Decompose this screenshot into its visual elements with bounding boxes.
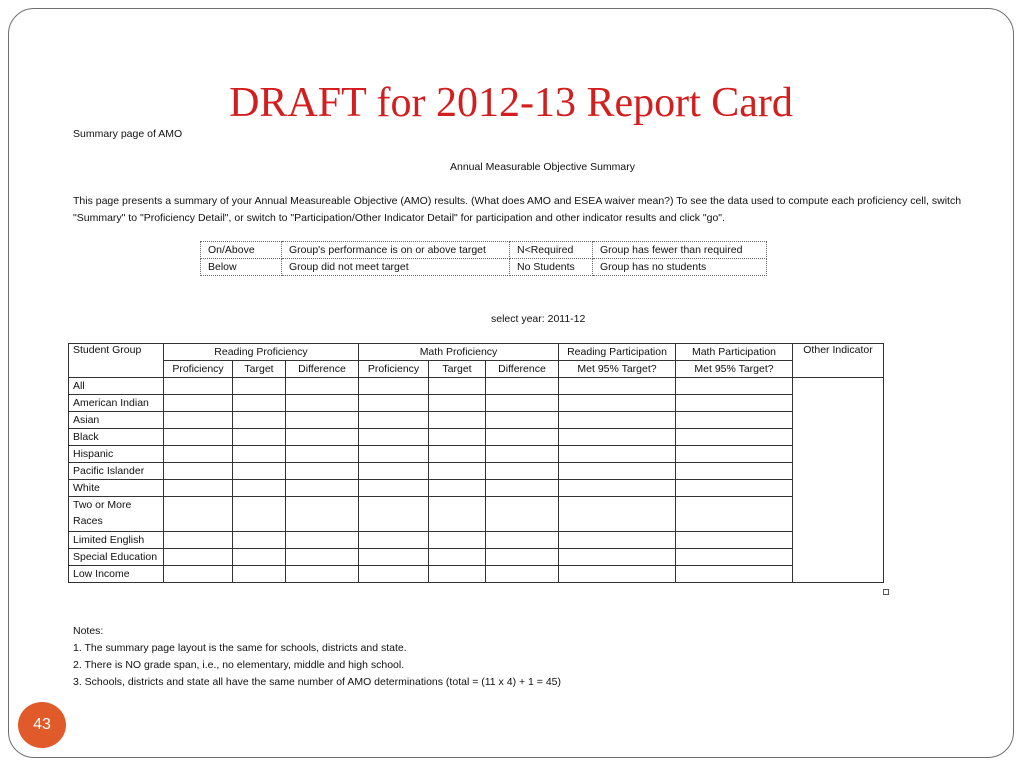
value-cell: [359, 429, 429, 446]
legend-table: [200, 241, 767, 276]
value-cell: [559, 532, 676, 549]
legend-row: [201, 259, 767, 276]
table-row: [69, 378, 884, 395]
value-cell: [233, 497, 286, 532]
table-row: [69, 412, 884, 429]
student-group-cell: Two or More Races: [69, 497, 164, 532]
subheader-target: Target: [429, 361, 486, 378]
notes-heading: Notes:: [73, 625, 104, 637]
table-subheader-row: [69, 361, 884, 378]
value-cell: [233, 463, 286, 480]
value-cell: [164, 480, 233, 497]
value-cell: [676, 429, 793, 446]
value-cell: [164, 549, 233, 566]
value-cell: [486, 378, 559, 395]
student-group-cell: Asian: [69, 412, 164, 429]
value-cell: [164, 463, 233, 480]
value-cell: [233, 566, 286, 583]
legend-cell: Group has no students: [593, 259, 767, 276]
table-row: [69, 566, 884, 583]
value-cell: [164, 566, 233, 583]
student-group-cell: Black: [69, 429, 164, 446]
student-group-cell: All: [69, 378, 164, 395]
value-cell: [676, 412, 793, 429]
value-cell: [559, 378, 676, 395]
legend-cell: N<Required: [510, 242, 593, 259]
header-reading-participation: Reading Participation: [559, 344, 676, 361]
value-cell: [559, 480, 676, 497]
header-student-group: Student Group: [69, 344, 164, 378]
value-cell: [164, 532, 233, 549]
header-math-proficiency: Math Proficiency: [359, 344, 559, 361]
table-row: [69, 497, 884, 532]
legend-cell: Group's performance is on or above target: [282, 242, 510, 259]
note-item: 3. Schools, districts and state all have the same number of AMO determinations (total = (11 x 4) + 1 = 45): [73, 676, 562, 688]
table-resize-handle: [883, 589, 889, 595]
value-cell: [429, 480, 486, 497]
value-cell: [559, 446, 676, 463]
value-cell: [286, 429, 359, 446]
value-cell: [286, 497, 359, 532]
intro-line-1: This page presents a summary of your Annual Measureable Objective (AMO) results. (What does AMO and ESEA waiver mean?) To see the data used to compute each proficiency cell, switch: [73, 195, 962, 207]
value-cell: [486, 446, 559, 463]
value-cell: [429, 549, 486, 566]
value-cell: [486, 497, 559, 532]
value-cell: [164, 497, 233, 532]
table-row: [69, 446, 884, 463]
note-item: 1. The summary page layout is the same for schools, districts and state.: [73, 642, 407, 654]
note-item: 2. There is NO grade span, i.e., no elementary, middle and high school.: [73, 659, 405, 671]
value-cell: [429, 446, 486, 463]
header-reading-proficiency: Reading Proficiency: [164, 344, 359, 361]
value-cell: [559, 412, 676, 429]
value-cell: [559, 395, 676, 412]
value-cell: [233, 480, 286, 497]
table-header-row: [69, 344, 884, 361]
legend-row: [201, 242, 767, 259]
amo-summary-table: [68, 343, 884, 583]
value-cell: [164, 395, 233, 412]
value-cell: [429, 463, 486, 480]
value-cell: [233, 446, 286, 463]
value-cell: [233, 412, 286, 429]
value-cell: [286, 480, 359, 497]
subheader-proficiency: Proficiency: [359, 361, 429, 378]
value-cell: [429, 532, 486, 549]
value-cell: [559, 429, 676, 446]
value-cell: [676, 446, 793, 463]
student-group-cell: Hispanic: [69, 446, 164, 463]
value-cell: [286, 412, 359, 429]
value-cell: [359, 378, 429, 395]
legend-cell: Below: [201, 259, 282, 276]
value-cell: [233, 429, 286, 446]
table-row: [69, 532, 884, 549]
value-cell: [359, 549, 429, 566]
value-cell: [359, 412, 429, 429]
table-row: [69, 429, 884, 446]
select-year-label: select year: 2011-12: [491, 313, 586, 325]
value-cell: [359, 446, 429, 463]
student-group-cell: Special Education: [69, 549, 164, 566]
value-cell: [676, 378, 793, 395]
value-cell: [359, 463, 429, 480]
value-cell: [676, 463, 793, 480]
value-cell: [164, 378, 233, 395]
intro-paragraph: [73, 193, 973, 227]
student-group-cell: Limited English: [69, 532, 164, 549]
subheader-met-target: Met 95% Target?: [559, 361, 676, 378]
other-indicator-cell: [793, 378, 884, 583]
value-cell: [359, 532, 429, 549]
subheader-met-target: Met 95% Target?: [676, 361, 793, 378]
student-group-cell: American Indian: [69, 395, 164, 412]
value-cell: [559, 463, 676, 480]
value-cell: [429, 378, 486, 395]
value-cell: [676, 480, 793, 497]
header-math-participation: Math Participation: [676, 344, 793, 361]
value-cell: [233, 395, 286, 412]
value-cell: [486, 429, 559, 446]
table-row: [69, 480, 884, 497]
value-cell: [559, 497, 676, 532]
value-cell: [486, 463, 559, 480]
value-cell: [429, 566, 486, 583]
student-group-cell: Low Income: [69, 566, 164, 583]
slide-title: DRAFT for 2012-13 Report Card: [229, 80, 793, 126]
value-cell: [233, 378, 286, 395]
subheader-difference: Difference: [486, 361, 559, 378]
value-cell: [359, 395, 429, 412]
legend-cell: No Students: [510, 259, 593, 276]
value-cell: [429, 412, 486, 429]
value-cell: [233, 549, 286, 566]
value-cell: [486, 395, 559, 412]
table-row: [69, 463, 884, 480]
table-row: [69, 549, 884, 566]
subheader-proficiency: Proficiency: [164, 361, 233, 378]
value-cell: [429, 395, 486, 412]
value-cell: [286, 463, 359, 480]
value-cell: [676, 532, 793, 549]
value-cell: [486, 412, 559, 429]
slide-number-badge: 43: [18, 702, 66, 748]
value-cell: [286, 378, 359, 395]
value-cell: [164, 429, 233, 446]
legend-cell: Group did not meet target: [282, 259, 510, 276]
subheader-target: Target: [233, 361, 286, 378]
legend-cell: Group has fewer than required: [593, 242, 767, 259]
doc-subtitle: Summary page of AMO: [73, 128, 183, 140]
value-cell: [559, 566, 676, 583]
student-group-cell: Pacific Islander: [69, 463, 164, 480]
value-cell: [559, 549, 676, 566]
value-cell: [486, 549, 559, 566]
value-cell: [486, 566, 559, 583]
value-cell: [429, 497, 486, 532]
summary-heading: Annual Measurable Objective Summary: [450, 161, 636, 173]
value-cell: [233, 532, 286, 549]
subheader-difference: Difference: [286, 361, 359, 378]
value-cell: [286, 566, 359, 583]
value-cell: [286, 395, 359, 412]
value-cell: [486, 532, 559, 549]
value-cell: [359, 566, 429, 583]
table-row: [69, 395, 884, 412]
value-cell: [676, 497, 793, 532]
value-cell: [676, 395, 793, 412]
value-cell: [486, 480, 559, 497]
value-cell: [164, 446, 233, 463]
value-cell: [359, 480, 429, 497]
header-other-indicator: Other Indicator: [793, 344, 884, 378]
notes-section: [73, 623, 561, 691]
value-cell: [429, 429, 486, 446]
value-cell: [164, 412, 233, 429]
value-cell: [676, 549, 793, 566]
intro-line-2: "Summary" to "Proficiency Detail", or switch to "Participation/Other Indicator Detail" for participation and other indicator results and click "go".: [73, 212, 725, 224]
value-cell: [286, 446, 359, 463]
student-group-cell: White: [69, 480, 164, 497]
value-cell: [676, 566, 793, 583]
legend-cell: On/Above: [201, 242, 282, 259]
value-cell: [286, 549, 359, 566]
value-cell: [286, 532, 359, 549]
value-cell: [359, 497, 429, 532]
